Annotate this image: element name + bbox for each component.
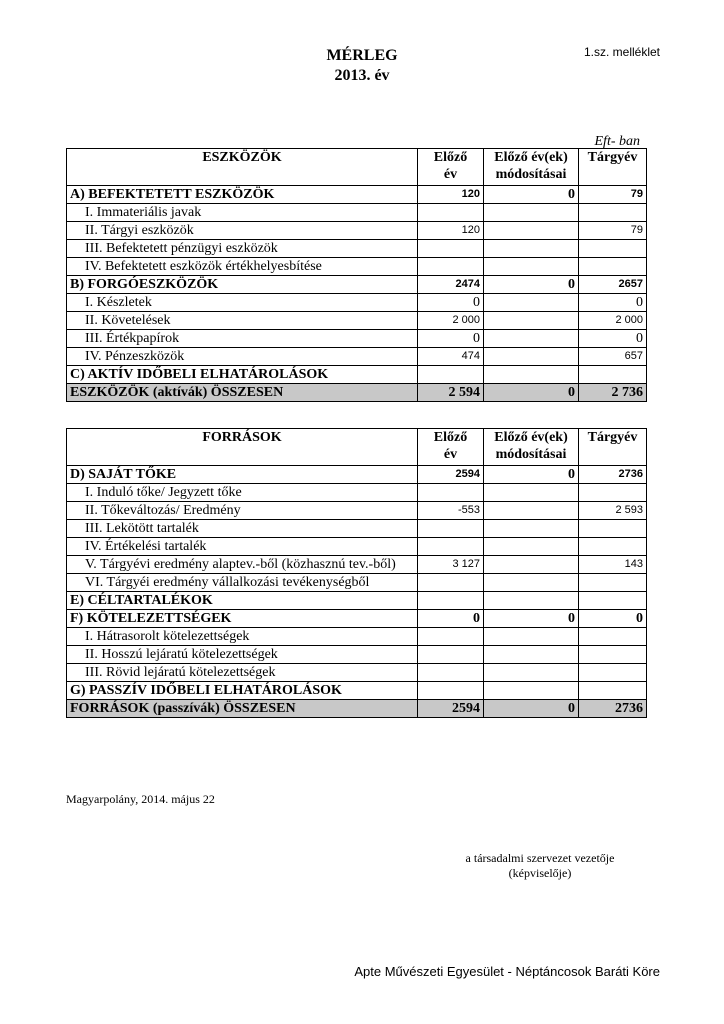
row-label: G) PASSZÍV IDŐBELI ELHATÁROLÁSOK [67, 682, 418, 700]
table-row [67, 330, 647, 348]
row-mod-value [484, 682, 579, 700]
row-mod-value [484, 204, 579, 222]
row-curr-value [579, 520, 647, 538]
row-curr-value [579, 204, 647, 222]
annex-label: 1.sz. melléklet [583, 45, 660, 59]
row-mod-value [484, 222, 579, 240]
table-row [67, 502, 647, 520]
row-prev-value: 0 [418, 330, 484, 348]
row-prev-value: 2 000 [418, 312, 484, 330]
row-mod-value [484, 556, 579, 574]
table-row [67, 682, 647, 700]
sources-table [66, 428, 647, 718]
table-row [67, 204, 647, 222]
row-prev-value: 2474 [418, 276, 484, 294]
row-mod-value [484, 240, 579, 258]
row-prev-value: 2594 [418, 700, 484, 718]
table-row [67, 276, 647, 294]
row-curr-value: 2736 [579, 466, 647, 484]
row-curr-value: 79 [579, 222, 647, 240]
row-mod-value: 0 [484, 610, 579, 628]
row-curr-value [579, 628, 647, 646]
row-label: I. Induló tőke/ Jegyzett tőke [67, 484, 418, 502]
signature-line-1: a társadalmi szervezet vezetője [465, 851, 615, 865]
table-row [67, 258, 647, 276]
row-mod-value [484, 592, 579, 610]
organization-name: Apte Művészeti Egyesület - Néptáncosok Baráti Köre [354, 964, 660, 979]
row-curr-value: 143 [579, 556, 647, 574]
sources-col-prev: Előző év [418, 429, 484, 466]
table-row [67, 384, 647, 402]
row-curr-value [579, 484, 647, 502]
assets-col-label: ESZKÖZÖK [67, 149, 418, 186]
row-mod-value [484, 538, 579, 556]
row-prev-value [418, 258, 484, 276]
row-curr-value [579, 664, 647, 682]
table-row [67, 664, 647, 682]
row-mod-value [484, 330, 579, 348]
row-mod-value [484, 628, 579, 646]
row-curr-value [579, 538, 647, 556]
table-row [67, 240, 647, 258]
row-mod-value: 0 [484, 384, 579, 402]
row-label: I. Hátrasorolt kötelezettségek [67, 628, 418, 646]
row-prev-value [418, 628, 484, 646]
row-mod-value [484, 258, 579, 276]
table-row [67, 222, 647, 240]
table-row [67, 538, 647, 556]
row-label: F) KÖTELEZETTSÉGEK [67, 610, 418, 628]
row-curr-value: 2657 [579, 276, 647, 294]
row-curr-value: 657 [579, 348, 647, 366]
row-label: C) AKTÍV IDŐBELI ELHATÁROLÁSOK [67, 366, 418, 384]
row-mod-value [484, 520, 579, 538]
row-label: IV. Pénzeszközök [67, 348, 418, 366]
row-prev-value [418, 204, 484, 222]
page-title [250, 46, 474, 86]
row-curr-value: 0 [579, 294, 647, 312]
row-mod-value [484, 366, 579, 384]
row-label: II. Tárgyi eszközök [67, 222, 418, 240]
row-label: A) BEFEKTETETT ESZKÖZÖK [67, 186, 418, 204]
title-line-1: MÉRLEG [326, 47, 398, 64]
row-curr-value: 2 593 [579, 502, 647, 520]
row-label: E) CÉLTARTALÉKOK [67, 592, 418, 610]
row-prev-value: -553 [418, 502, 484, 520]
row-prev-value [418, 484, 484, 502]
row-prev-value: 3 127 [418, 556, 484, 574]
row-curr-value: 79 [579, 186, 647, 204]
signature-line-2: (képviselője) [508, 866, 572, 880]
assets-col-curr: Tárgyév [579, 149, 647, 186]
row-label: B) FORGÓESZKÖZÖK [67, 276, 418, 294]
row-prev-value: 0 [418, 610, 484, 628]
row-mod-value [484, 646, 579, 664]
unit-label: Eft- ban [594, 134, 640, 149]
row-curr-value: 2736 [579, 700, 647, 718]
row-prev-value [418, 240, 484, 258]
row-mod-value [484, 294, 579, 312]
table-row [67, 366, 647, 384]
row-label: ESZKÖZÖK (aktívák) ÖSSZESEN [67, 384, 418, 402]
table-row [67, 186, 647, 204]
table-row [67, 592, 647, 610]
assets-header-row [67, 149, 647, 186]
row-curr-value: 0 [579, 330, 647, 348]
row-label: IV. Értékelési tartalék [67, 538, 418, 556]
row-label: I. Immateriális javak [67, 204, 418, 222]
row-label: IV. Befektetett eszközök értékhelyesbítése [67, 258, 418, 276]
table-row [67, 700, 647, 718]
table-row [67, 574, 647, 592]
row-curr-value [579, 240, 647, 258]
row-curr-value [579, 646, 647, 664]
row-label: V. Tárgyévi eredmény alaptev.-ből (közhasznú tev.-ből) [67, 556, 418, 574]
assets-table [66, 148, 647, 402]
row-prev-value [418, 646, 484, 664]
row-label: III. Lekötött tartalék [67, 520, 418, 538]
row-label: III. Rövid lejáratú kötelezettségek [67, 664, 418, 682]
row-prev-value [418, 538, 484, 556]
row-label: III. Értékpapírok [67, 330, 418, 348]
row-prev-value [418, 574, 484, 592]
table-row [67, 312, 647, 330]
table-row [67, 646, 647, 664]
row-label: III. Befektetett pénzügyi eszközök [67, 240, 418, 258]
row-curr-value [579, 258, 647, 276]
sources-col-mod: Előző év(ek) módosításai [484, 429, 579, 466]
table-row [67, 556, 647, 574]
row-mod-value [484, 664, 579, 682]
row-mod-value [484, 312, 579, 330]
row-label: II. Tőkeváltozás/ Eredmény [67, 502, 418, 520]
row-curr-value [579, 682, 647, 700]
row-prev-value: 474 [418, 348, 484, 366]
row-curr-value [579, 366, 647, 384]
row-mod-value: 0 [484, 276, 579, 294]
row-prev-value: 120 [418, 186, 484, 204]
table-row [67, 484, 647, 502]
row-prev-value [418, 592, 484, 610]
row-curr-value: 0 [579, 610, 647, 628]
row-prev-value: 2594 [418, 466, 484, 484]
row-prev-value [418, 682, 484, 700]
assets-col-prev: Előző év [418, 149, 484, 186]
row-mod-value: 0 [484, 700, 579, 718]
row-curr-value: 2 736 [579, 384, 647, 402]
row-mod-value [484, 574, 579, 592]
row-label: D) SAJÁT TŐKE [67, 466, 418, 484]
table-row [67, 294, 647, 312]
title-line-2: 2013. év [334, 67, 390, 84]
table-row [67, 628, 647, 646]
row-prev-value [418, 520, 484, 538]
row-prev-value: 2 594 [418, 384, 484, 402]
row-mod-value: 0 [484, 186, 579, 204]
row-prev-value [418, 366, 484, 384]
sources-col-label: FORRÁSOK [67, 429, 418, 466]
table-row [67, 520, 647, 538]
row-label: I. Készletek [67, 294, 418, 312]
row-mod-value [484, 348, 579, 366]
row-label: VI. Tárgyéi eredmény vállalkozási tevékenységből [67, 574, 418, 592]
row-curr-value: 2 000 [579, 312, 647, 330]
table-row [67, 610, 647, 628]
place-date: Magyarpolány, 2014. május 22 [66, 792, 215, 806]
sources-col-curr: Tárgyév [579, 429, 647, 466]
row-label: II. Hosszú lejáratú kötelezettségek [67, 646, 418, 664]
table-row [67, 348, 647, 366]
row-curr-value [579, 592, 647, 610]
row-prev-value: 120 [418, 222, 484, 240]
row-curr-value [579, 574, 647, 592]
row-mod-value [484, 502, 579, 520]
row-mod-value [484, 484, 579, 502]
table-row [67, 466, 647, 484]
row-prev-value: 0 [418, 294, 484, 312]
assets-col-mod: Előző év(ek) módosításai [484, 149, 579, 186]
sources-header-row [67, 429, 647, 466]
row-label: II. Követelések [67, 312, 418, 330]
row-label: FORRÁSOK (passzívák) ÖSSZESEN [67, 700, 418, 718]
row-prev-value [418, 664, 484, 682]
row-mod-value: 0 [484, 466, 579, 484]
